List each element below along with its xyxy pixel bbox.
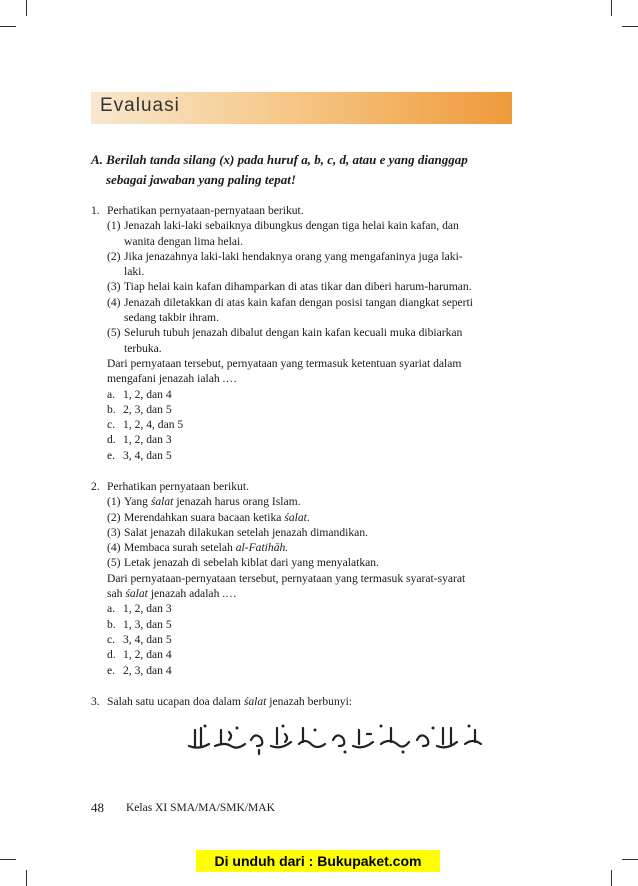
option-text: 2, 3, dan 5 xyxy=(123,402,172,416)
statement-number: (1) xyxy=(107,219,121,233)
question-stem-text: Salah satu ucapan doa dalam xyxy=(107,695,244,708)
option-letter: a. xyxy=(107,602,116,616)
option-text: 3, 4, dan 5 xyxy=(123,632,172,646)
statement-number: (2) xyxy=(107,510,121,524)
prompt-text: sah xyxy=(107,587,126,601)
option-letter: c. xyxy=(107,632,116,646)
answer-option[interactable] xyxy=(91,663,512,678)
question-stem-text: Perhatikan pernyataan berikut. xyxy=(107,480,249,493)
option-letter: c. xyxy=(107,418,116,432)
option-letter: e. xyxy=(107,448,116,462)
answer-option[interactable] xyxy=(91,402,512,417)
statement xyxy=(91,494,512,509)
statement-number: (5) xyxy=(107,326,121,340)
prompt-text: jenazah adalah .… xyxy=(147,587,237,601)
crop-mark xyxy=(26,870,27,886)
answer-option[interactable] xyxy=(91,432,512,447)
statement-continuation: wanita dengan lima helai. xyxy=(124,234,244,248)
statement-text: Yang xyxy=(124,495,151,509)
crop-mark xyxy=(0,26,16,27)
page-number: 48 xyxy=(91,800,104,815)
question-prompt: mengafani jenazah ialah .… xyxy=(107,372,238,386)
question-stem-term: śalat xyxy=(243,695,267,708)
answer-option[interactable] xyxy=(91,387,512,402)
crop-mark xyxy=(622,859,638,860)
statement-continuation: laki. xyxy=(124,265,145,279)
statement-number: (3) xyxy=(107,280,121,294)
crop-mark xyxy=(0,859,16,860)
answer-option[interactable] xyxy=(91,647,512,662)
statement-number: (4) xyxy=(107,541,121,555)
statement-continuation: sedang takbir ihram. xyxy=(124,311,219,325)
statement xyxy=(91,325,512,340)
instruction xyxy=(91,150,512,190)
statement xyxy=(91,279,512,294)
option-letter: b. xyxy=(107,617,116,631)
statement xyxy=(91,555,512,570)
option-letter: a. xyxy=(107,387,116,401)
question-prompt: Dari pernyataan-pernyataan tersebut, pernyataan yang termasuk syarat-syarat xyxy=(107,571,466,585)
question-stem xyxy=(91,479,512,494)
statement-number: (5) xyxy=(107,556,121,570)
crop-mark xyxy=(622,26,638,27)
question-prompt: Dari pernyataan tersebut, pernyataan yang termasuk ketentuan syariat dalam xyxy=(107,356,462,370)
statement xyxy=(91,218,512,233)
question-number: 1. xyxy=(91,204,100,217)
question-stem xyxy=(91,203,512,218)
statement xyxy=(91,295,512,310)
statement-term: al-Fatihāh. xyxy=(235,541,289,555)
statement-number: (4) xyxy=(107,295,121,309)
answer-option[interactable] xyxy=(91,417,512,432)
question-3 xyxy=(91,694,512,709)
question-number: 3. xyxy=(91,695,100,708)
question-number: 2. xyxy=(91,480,100,493)
answer-option[interactable] xyxy=(91,448,512,463)
statement-number: (2) xyxy=(107,249,121,263)
option-letter: d. xyxy=(107,648,116,662)
option-letter: e. xyxy=(107,663,116,677)
arabic-prayer-calligraphy xyxy=(185,720,485,756)
statement xyxy=(91,525,512,540)
statement-text: Seluruh tubuh jenazah dibalut dengan kain kafan kecuali muka dibiarkan xyxy=(124,326,463,340)
option-text: 1, 2, dan 3 xyxy=(123,602,172,616)
answer-option[interactable] xyxy=(91,601,512,616)
option-text: 3, 4, dan 5 xyxy=(123,448,172,462)
answer-option[interactable] xyxy=(91,632,512,647)
option-text: 1, 3, dan 5 xyxy=(123,617,172,631)
statement-number: (1) xyxy=(107,495,121,509)
statement-text: Membaca surah setelah xyxy=(124,541,236,555)
option-letter: b. xyxy=(107,402,116,416)
option-text: 1, 2, 4, dan 5 xyxy=(123,418,184,432)
statement-number: (3) xyxy=(107,525,121,539)
statement-text: Jika jenazahnya laki-laki hendaknya orang yang mengafaninya juga laki- xyxy=(124,249,463,263)
crop-mark xyxy=(26,0,27,16)
crop-mark xyxy=(611,0,612,16)
book-title: Kelas XI SMA/MA/SMK/MAK xyxy=(126,802,275,814)
section-title: Evaluasi xyxy=(100,95,180,116)
statement xyxy=(91,249,512,264)
statement-continuation: terbuka. xyxy=(124,341,162,355)
statement xyxy=(91,510,512,525)
question-2 xyxy=(91,479,512,678)
question-prompt xyxy=(91,586,512,601)
question-stem-text: jenazah berbunyi: xyxy=(266,695,353,708)
crop-mark xyxy=(611,870,612,886)
statement-text: jenazah harus orang Islam. xyxy=(173,495,301,509)
statement-text: . xyxy=(306,510,310,524)
statement-text: Merendahkan suara bacaan ketika xyxy=(124,510,285,524)
statement-text: Tiap helai kain kafan dihamparkan di atas tikar dan diberi harum-haruman. xyxy=(124,280,472,294)
option-letter: d. xyxy=(107,433,116,447)
download-source-banner[interactable]: Di unduh dari : Bukupaket.com xyxy=(196,850,440,872)
question-stem xyxy=(91,694,512,709)
statement xyxy=(91,540,512,555)
statement-text: Jenazah laki-laki sebaiknya dibungkus dengan tiga helai kain kafan, dan xyxy=(124,219,459,233)
option-text: 2, 3, dan 4 xyxy=(123,663,172,677)
question-1 xyxy=(91,203,512,463)
instruction-line: sebagai jawaban yang paling tepat! xyxy=(106,172,296,187)
option-text: 1, 2, dan 4 xyxy=(123,387,172,401)
statement-text: Salat jenazah dilakukan setelah jenazah dimandikan. xyxy=(124,525,369,539)
statement-text: Letak jenazah di sebelah kiblat dari yang menyalatkan. xyxy=(124,556,379,570)
statement-term: śalat xyxy=(284,510,307,524)
option-text: 1, 2, dan 3 xyxy=(123,433,172,447)
question-stem-text: Perhatikan pernyataan-pernyataan berikut. xyxy=(107,204,304,217)
option-text: 1, 2, dan 4 xyxy=(123,648,172,662)
prompt-term: śalat xyxy=(125,587,148,601)
statement-text: Jenazah diletakkan di atas kain kafan dengan posisi tangan diangkat seperti xyxy=(124,295,473,309)
instruction-line: A. Berilah tanda silang (x) pada huruf a, b, c, d, atau e yang dianggap xyxy=(91,152,468,167)
answer-option[interactable] xyxy=(91,617,512,632)
statement-term: śalat xyxy=(150,495,174,509)
